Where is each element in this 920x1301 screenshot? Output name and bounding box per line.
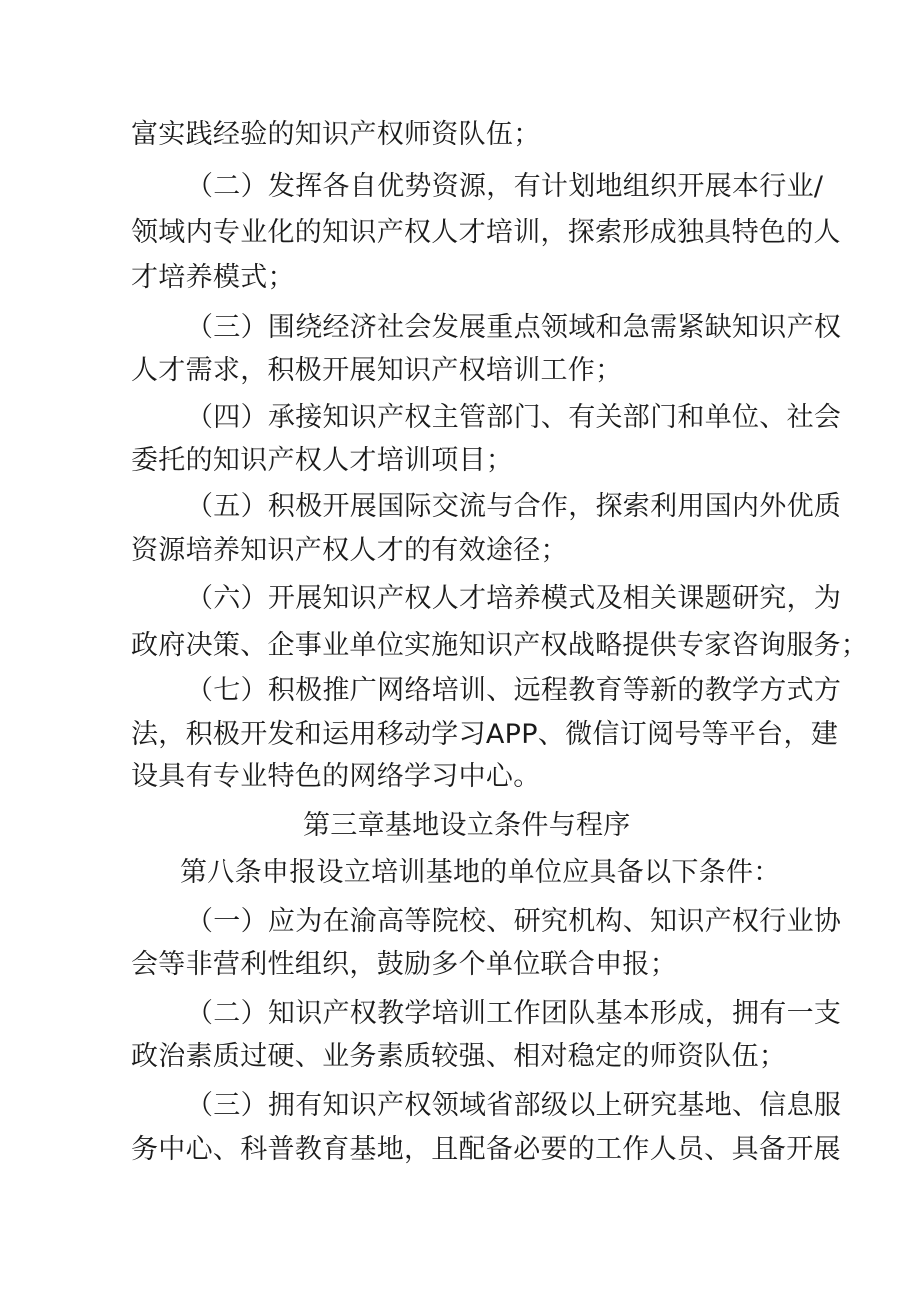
text-line: （五）积极开展国际交流与合作，探索利用国内外优质 — [186, 491, 842, 522]
text-line: （三）拥有知识产权领域省部级以上研究基地、信息服 — [186, 1090, 842, 1121]
text-line: （二）知识产权教学培训工作团队基本形成，拥有一支 — [186, 998, 842, 1029]
text-line: 政府决策、企事业单位实施知识产权战略提供专家咨询服务； — [131, 630, 869, 661]
text-line: 设具有专业特色的网络学习中心。 — [131, 761, 541, 792]
text-line: 委托的知识产权人才培训项目； — [131, 445, 514, 476]
text-line: 会等非营利性组织，鼓励多个单位联合申报； — [131, 949, 677, 980]
text-line: 富实践经验的知识产权师资队伍； — [131, 119, 541, 150]
chapter-heading: 第三章基地设立条件与程序 — [303, 810, 631, 841]
text-line: （七）积极推广网络培训、远程教育等新的教学方式方 — [186, 675, 842, 706]
text-line: 法，积极开发和运用移动学习APP、微信订阅号等平台，建 — [131, 719, 839, 750]
text-line: 人才需求，积极开展知识产权培训工作； — [131, 355, 623, 386]
text-line: （二）发挥各自优势资源，有计划地组织开展本行业/ — [186, 171, 824, 202]
text-line: （三）围绕经济社会发展重点领域和急需紧缺知识产权 — [186, 312, 842, 343]
text-line: （一）应为在渝高等院校、研究机构、知识产权行业协 — [186, 906, 842, 937]
text-line: 领域内专业化的知识产权人才培训，探索形成独具特色的人 — [131, 217, 841, 248]
text-line: （四）承接知识产权主管部门、有关部门和单位、社会 — [186, 402, 842, 433]
text-line: 才培养模式； — [131, 262, 295, 293]
text-line: （六）开展知识产权人才培养模式及相关课题研究，为 — [186, 583, 842, 614]
article-line: 第八条申报设立培训基地的单位应具备以下条件： — [180, 857, 781, 888]
text-line: 资源培养知识产权人才的有效途径； — [131, 535, 568, 566]
text-line: 政治素质过硬、业务素质较强、相对稳定的师资队伍； — [131, 1041, 787, 1072]
text-line: 务中心、科普教育基地，且配备必要的工作人员、具备开展 — [131, 1134, 841, 1165]
